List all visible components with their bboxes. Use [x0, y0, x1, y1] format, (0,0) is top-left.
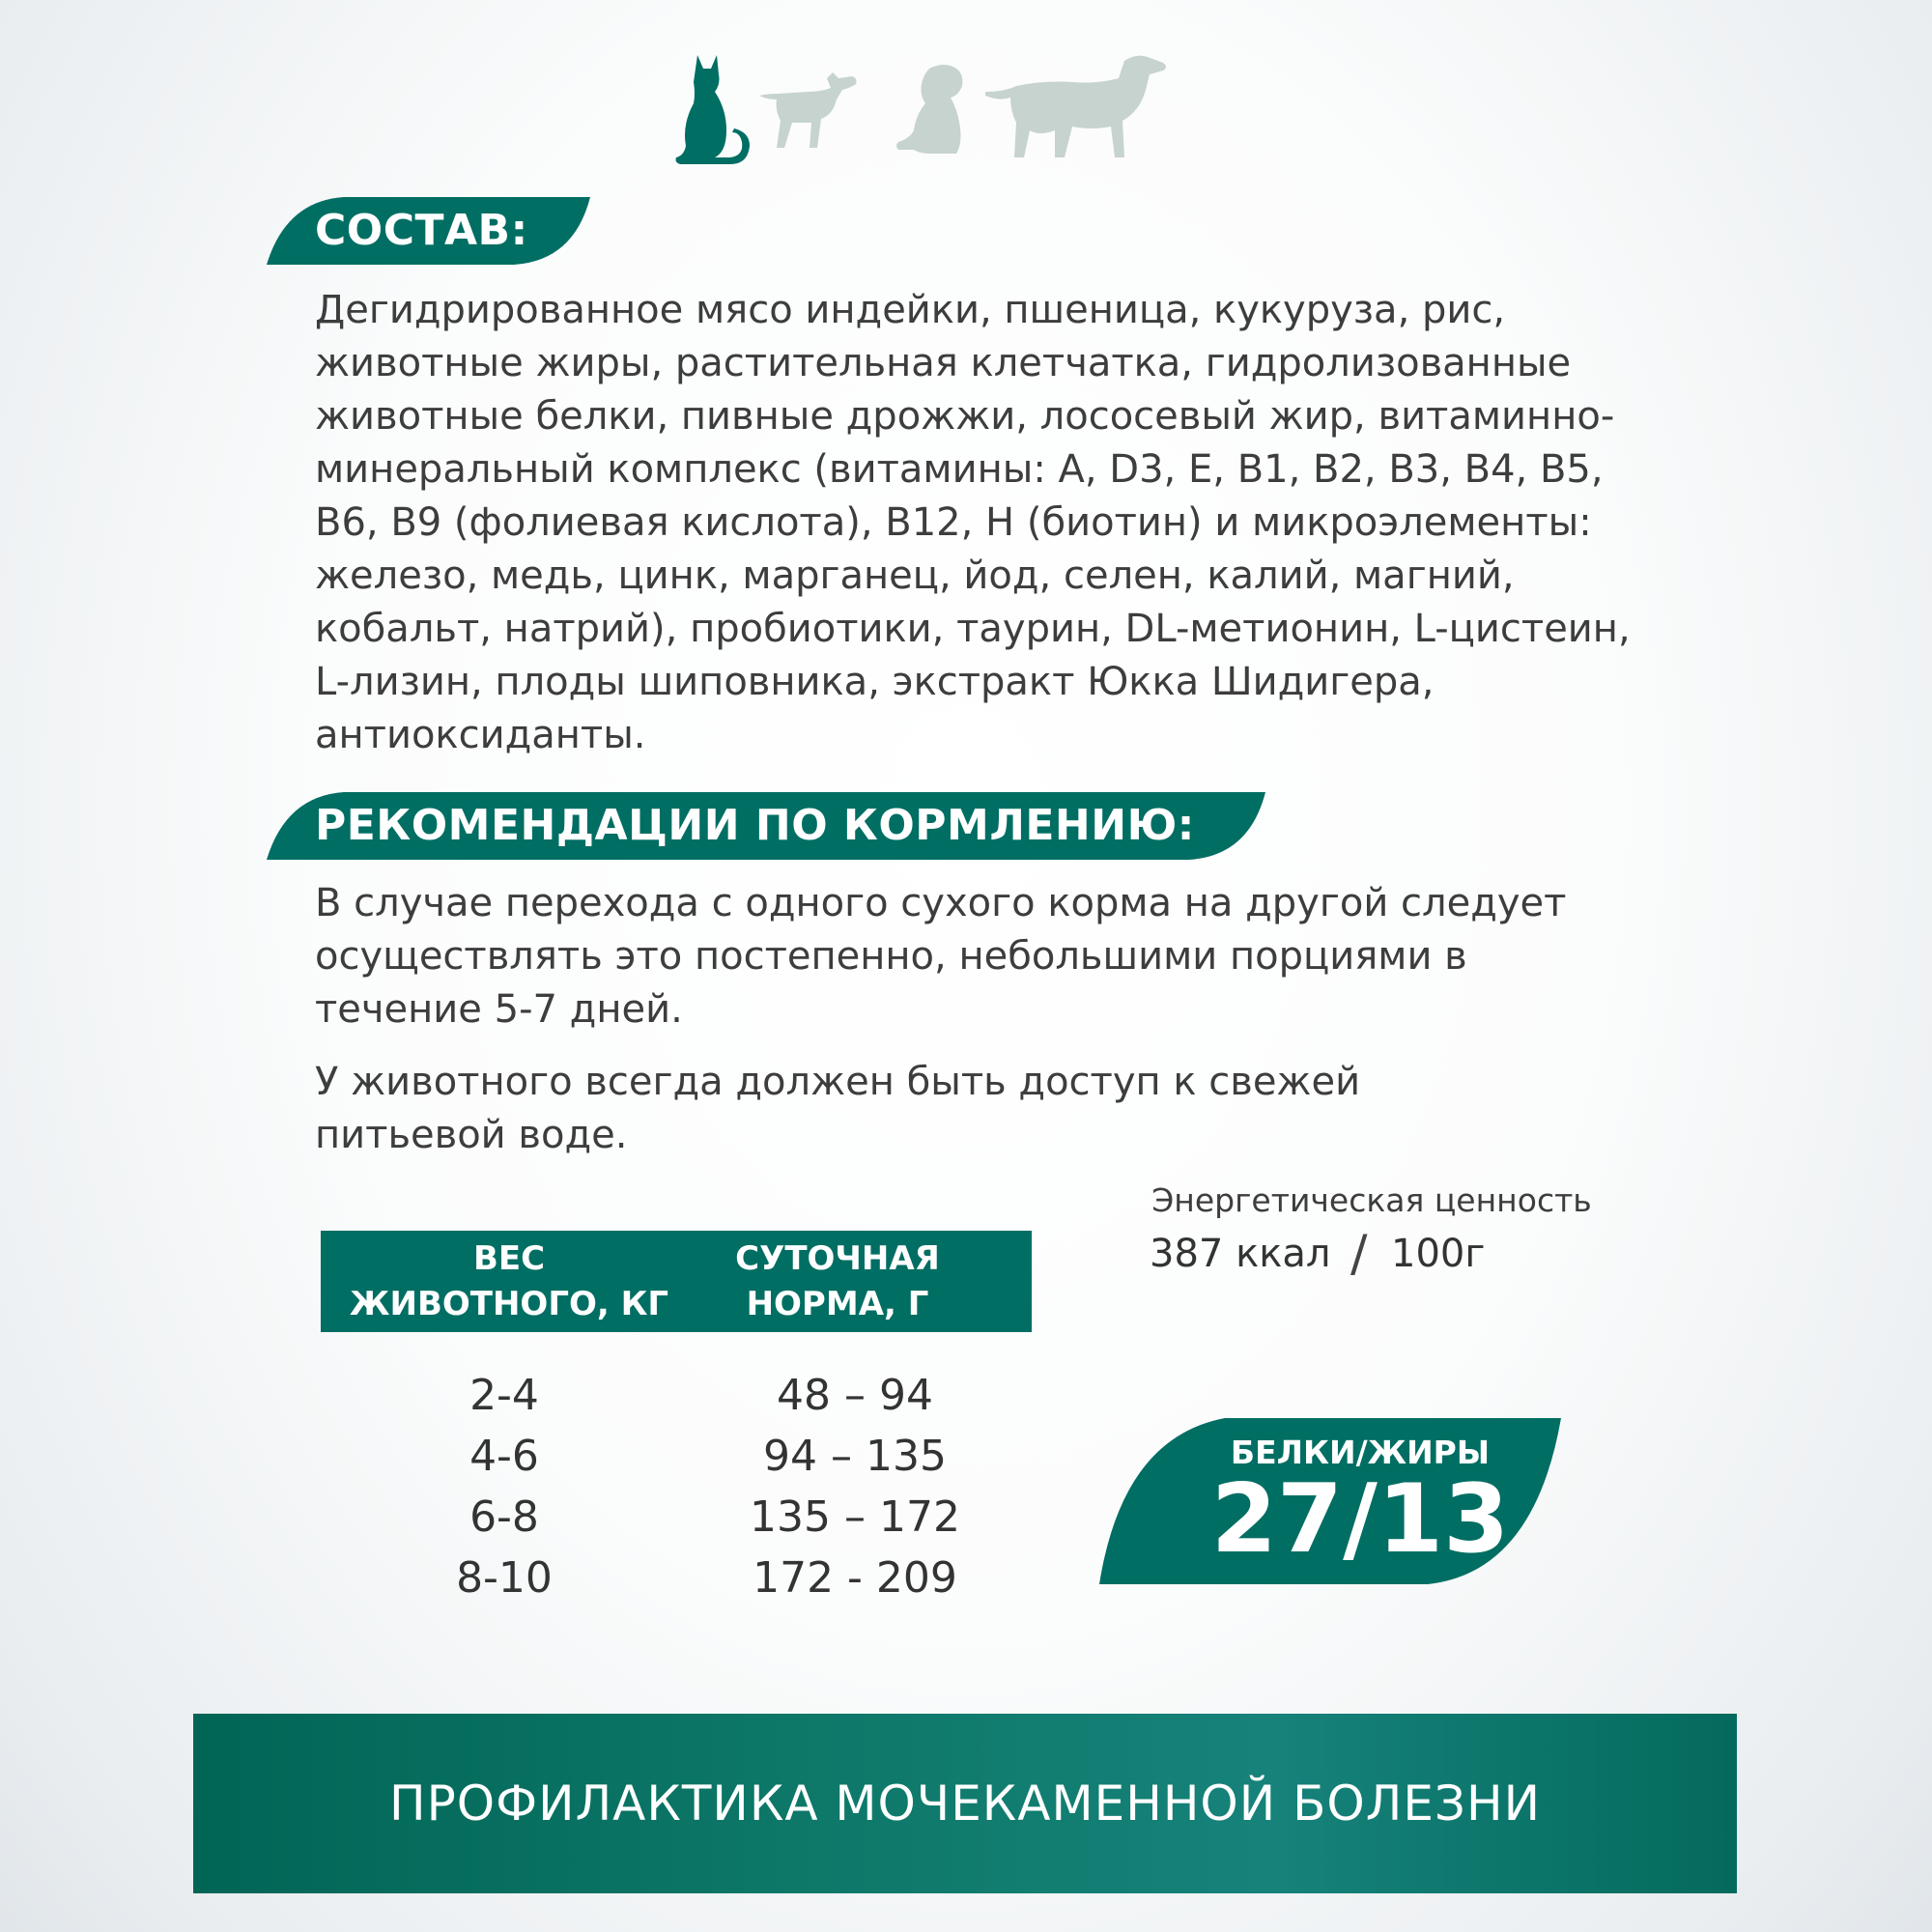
norm-header-line: НОРМА, Г: [746, 1285, 929, 1323]
energy-per: 100г: [1391, 1232, 1486, 1276]
energy-label: Энергетическая ценность: [1151, 1181, 1592, 1219]
protein-fat-badge: [1099, 1418, 1561, 1584]
energy-value: [1111, 1225, 1690, 1283]
weight-header-line: ВЕС: [472, 1239, 546, 1278]
feeding-heading: РЕКОМЕНДАЦИИ ПО КОРМЛЕНИЮ:: [315, 801, 1195, 850]
table-cell-weight: 4-6: [469, 1432, 539, 1481]
large-dog-icon: [985, 56, 1166, 157]
composition-line: Дегидрированное мясо индейки, пшеница, кукуруза, рис,: [315, 288, 1506, 332]
table-cell-weight: 8-10: [456, 1553, 553, 1603]
table-cell-norm: 48 – 94: [777, 1371, 933, 1420]
medium-dog-icon: [896, 65, 962, 154]
feeding-paragraph-2: [315, 1056, 1360, 1162]
feeding-table-header: [321, 1231, 1032, 1332]
composition-line: L-лизин, плоды шиповника, экстракт Юкка Шидигера,: [315, 660, 1435, 704]
composition-line: животные жиры, растительная клетчатка, гидролизованные: [315, 341, 1572, 385]
feeding-line: осуществлять это постепенно, небольшими порциями в: [315, 934, 1467, 979]
protein-fat-label: БЕЛКИ/ЖИРЫ: [1230, 1434, 1491, 1471]
feeding-line: течение 5-7 дней.: [315, 987, 683, 1032]
table-cell-weight: 2-4: [469, 1371, 539, 1420]
animal-icons-svg: [667, 53, 1285, 169]
composition-heading-banner: [267, 197, 590, 265]
energy-kcal: 387 ккал: [1150, 1232, 1331, 1276]
protein-fat-value: 27/13: [1210, 1464, 1510, 1575]
composition-line: кобальт, натрий), пробиотики, таурин, DL-метионин, L-цистеин,: [315, 607, 1631, 651]
composition-line: минеральный комплекс (витамины: A, D3, E, B1, B2, B3, B4, B5,: [315, 447, 1604, 492]
composition-heading: СОСТАВ:: [315, 206, 528, 255]
weight-header-line: ЖИВОТНОГО, КГ: [349, 1285, 669, 1323]
small-dog-icon: [759, 72, 857, 148]
table-cell-weight: 6-8: [469, 1492, 539, 1542]
norm-header-line: СУТОЧНАЯ: [735, 1239, 940, 1278]
table-cell-norm: 172 - 209: [753, 1553, 957, 1603]
cat-icon: [676, 55, 751, 164]
footer-text: ПРОФИЛАКТИКА МОЧЕКАМЕННОЙ БОЛЕЗНИ: [389, 1776, 1541, 1832]
weight-column-header: [321, 1236, 697, 1327]
energy-slash: /: [1350, 1225, 1368, 1283]
table-cell-norm: 94 – 135: [763, 1432, 947, 1481]
norm-column: [724, 1365, 985, 1608]
feeding-paragraph-1: [315, 877, 1566, 1037]
table-cell-norm: 135 – 172: [750, 1492, 960, 1542]
composition-line: железо, медь, цинк, марганец, йод, селен, калий, магний,: [315, 554, 1515, 598]
composition-text: [315, 284, 1631, 762]
feeding-line: В случае перехода с одного сухого корма на другой следует: [315, 881, 1567, 925]
feeding-line: У животного всегда должен быть доступ к свежей: [315, 1060, 1361, 1104]
footer-banner: [193, 1714, 1737, 1893]
feeding-line: питьевой воде.: [315, 1113, 628, 1157]
animal-icons: [667, 53, 1285, 169]
composition-line: B6, B9 (фолиевая кислота), B12, H (биотин) и микроэлементы:: [315, 500, 1592, 545]
composition-line: антиоксиданты.: [315, 713, 646, 757]
weight-column: [374, 1365, 635, 1608]
composition-line: животные белки, пивные дрожжи, лососевый жир, витаминно-: [315, 394, 1615, 439]
norm-column-header: [649, 1236, 1026, 1327]
feeding-heading-banner: [267, 792, 1265, 860]
